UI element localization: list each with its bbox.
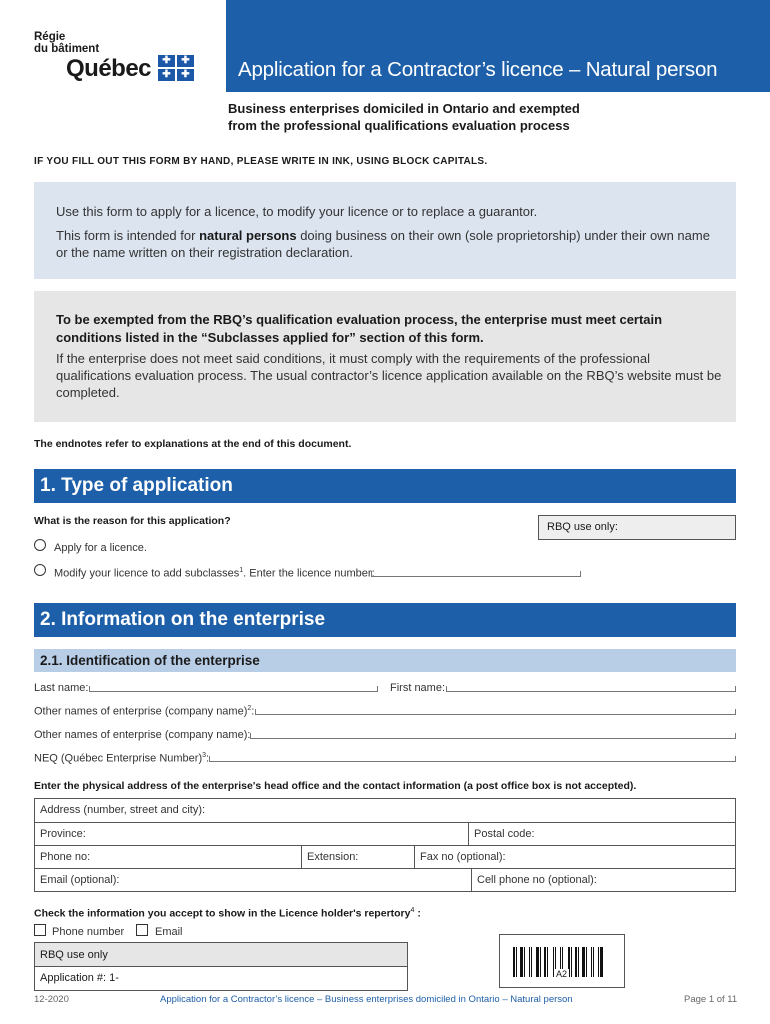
other-names-text: Other names of enterprise (company name) — [34, 705, 248, 718]
first-name-label: First name: — [390, 682, 446, 694]
neq-label — [34, 752, 209, 765]
repertory-question — [34, 907, 421, 920]
barcode-bar — [542, 947, 543, 977]
repertory-colon: : — [414, 907, 421, 920]
rbq-use-only-label: RBQ use only — [35, 943, 407, 967]
barcode-bar — [575, 947, 577, 977]
exemption-bold-text: To be exempted from the RBQ’s qualification evaluation process, the enterprise must meet certain conditions listed in the “Subclasses applied for” section of this form. — [56, 312, 663, 345]
phone-field[interactable]: Phone no: — [40, 851, 91, 863]
endnotes-note: The endnotes refer to explanations at the end of this document. — [34, 438, 352, 450]
rbq-use-only-box: RBQ use only: — [538, 515, 736, 540]
subtitle-line-2: from the professional qualifications evaluation process — [228, 118, 570, 133]
quebec-flag-icon — [158, 55, 194, 81]
province-row — [35, 822, 735, 845]
hand-fill-instruction: IF YOU FILL OUT THIS FORM BY HAND, PLEASE WRITE IN INK, USING BLOCK CAPITALS. — [34, 156, 488, 167]
fleur-icon: ✚ — [177, 55, 194, 67]
barcode-bar — [540, 947, 541, 977]
barcode-bar — [582, 947, 585, 977]
intro-text-bold: natural persons — [199, 228, 297, 243]
page-subtitle — [228, 100, 580, 134]
extension-field[interactable]: Extension: — [307, 851, 359, 863]
option-apply-licence-label: Apply for a licence. — [54, 542, 147, 554]
intro-line-2 — [56, 227, 716, 261]
logo-rbq-text — [34, 31, 99, 55]
rbq-use-only-table — [34, 942, 408, 991]
barcode-bar — [544, 947, 546, 977]
barcode-bar — [536, 947, 539, 977]
address-contact-table — [34, 798, 736, 892]
barcode-bar — [531, 947, 532, 977]
barcode-bar — [578, 947, 579, 977]
footer-date: 12-2020 — [34, 994, 69, 1005]
province-field[interactable]: Province: — [40, 828, 86, 840]
barcode-bar — [598, 947, 599, 977]
fax-field[interactable]: Fax no (optional): — [420, 851, 506, 863]
email-field[interactable]: Email (optional): — [40, 874, 120, 886]
logo-quebec: Québec — [66, 55, 152, 82]
address-instruction: Enter the physical address of the enterprise's head office and the contact information (a post office box is not accepted). — [34, 780, 637, 792]
barcode-bar — [533, 947, 535, 977]
other-names-2-field[interactable] — [250, 733, 736, 739]
modify-text: Modify your licence to add subclasses — [54, 567, 240, 580]
cell-phone-field[interactable]: Cell phone no (optional): — [477, 874, 597, 886]
modify-text-post: . Enter the licence number: — [243, 567, 375, 580]
intro-box — [34, 182, 736, 279]
barcode-label: A2 — [556, 969, 568, 979]
section-1-header: 1. Type of application — [34, 469, 736, 503]
barcode-bar — [526, 947, 528, 977]
other-names-label — [34, 705, 254, 718]
licence-number-field[interactable] — [371, 571, 581, 577]
other-names-field[interactable] — [255, 709, 736, 715]
barcode-bar — [573, 947, 574, 977]
endnote-ref: 2 — [247, 705, 252, 712]
repertory-text: Check the information you accept to show in the Licence holder's repertory — [34, 907, 411, 920]
barcode-bar — [595, 947, 597, 977]
neq-colon: : — [206, 752, 210, 765]
fleur-icon: ✚ — [177, 69, 194, 81]
other-names-2-label: Other names of enterprise (company name): — [34, 729, 251, 741]
neq-field[interactable] — [209, 756, 736, 762]
logo-line-regie: Régie — [34, 31, 66, 43]
email-checkbox[interactable] — [136, 924, 148, 936]
intro-text-post: doing business on their own (sole proprietorship) under their own name or the name written on their registration declaration. — [56, 228, 710, 260]
last-name-label: Last name: — [34, 682, 89, 694]
other-names-colon: : — [251, 705, 255, 718]
intro-line-1: Use this form to apply for a licence, to modify your licence or to replace a guarantor. — [56, 204, 538, 219]
exemption-text: If the enterprise does not meet said conditions, it must comply with the requirements of the professional qualifications evaluation process. The usual contractor’s licence application available on the RBQ’s website must be completed. — [56, 351, 722, 400]
radio-apply-licence[interactable] — [34, 539, 46, 551]
email-row — [35, 868, 735, 891]
barcode-bar — [513, 947, 515, 977]
endnote-ref: 3 — [202, 752, 207, 759]
footer-doc-title: Application for a Contractor’s licence – Business enterprises domiciled in Ontario – Natural person — [160, 994, 573, 1005]
footer-page-number: Page 1 of 11 — [684, 994, 738, 1005]
barcode-bar — [529, 947, 530, 977]
barcode-bar — [547, 947, 548, 977]
barcode-bar — [516, 947, 517, 977]
fleur-icon: ✚ — [158, 69, 175, 81]
barcode-bar — [518, 947, 519, 977]
address-field[interactable]: Address (number, street and city): — [40, 804, 206, 816]
postal-code-field[interactable]: Postal code: — [474, 828, 535, 840]
option-modify-licence-label — [54, 567, 375, 580]
barcode-bar — [549, 947, 552, 977]
logo-line-batiment: du bâtiment — [34, 43, 100, 55]
barcode-bar — [588, 947, 590, 977]
barcode-bar — [593, 947, 594, 977]
barcode-bar — [586, 947, 587, 977]
last-name-field[interactable] — [89, 686, 378, 692]
page-title: Application for a Contractor’s licence – Natural person — [238, 58, 718, 81]
application-number: Application #: 1- — [40, 972, 119, 984]
exemption-box — [34, 291, 736, 422]
neq-text: NEQ (Québec Enterprise Number) — [34, 752, 203, 765]
barcode-bar — [520, 947, 523, 977]
first-name-field[interactable] — [446, 686, 736, 692]
phone-row — [35, 845, 735, 868]
barcode-bar — [600, 947, 603, 977]
section-2-header: 2. Information on the enterprise — [34, 603, 736, 637]
address-row — [35, 799, 735, 822]
section-2-1-header: 2.1. Identification of the enterprise — [34, 649, 736, 672]
fleur-icon: ✚ — [158, 55, 175, 67]
application-reason-question: What is the reason for this application? — [34, 515, 231, 527]
phone-number-checkbox[interactable] — [34, 924, 46, 936]
barcode — [499, 934, 625, 988]
endnote-ref: 1 — [239, 567, 244, 574]
intro-text-pre: This form is intended for — [56, 228, 200, 243]
email-checkbox-label: Email — [155, 926, 183, 938]
endnote-ref: 4 — [410, 907, 415, 914]
barcode-bar — [571, 947, 572, 977]
subtitle-line-1: Business enterprises domiciled in Ontario and exempted — [228, 101, 580, 116]
barcode-bar — [591, 947, 592, 977]
barcode-bar — [580, 947, 581, 977]
radio-modify-licence[interactable] — [34, 564, 46, 576]
phone-number-checkbox-label: Phone number — [52, 926, 125, 938]
barcode-bar — [524, 947, 525, 977]
